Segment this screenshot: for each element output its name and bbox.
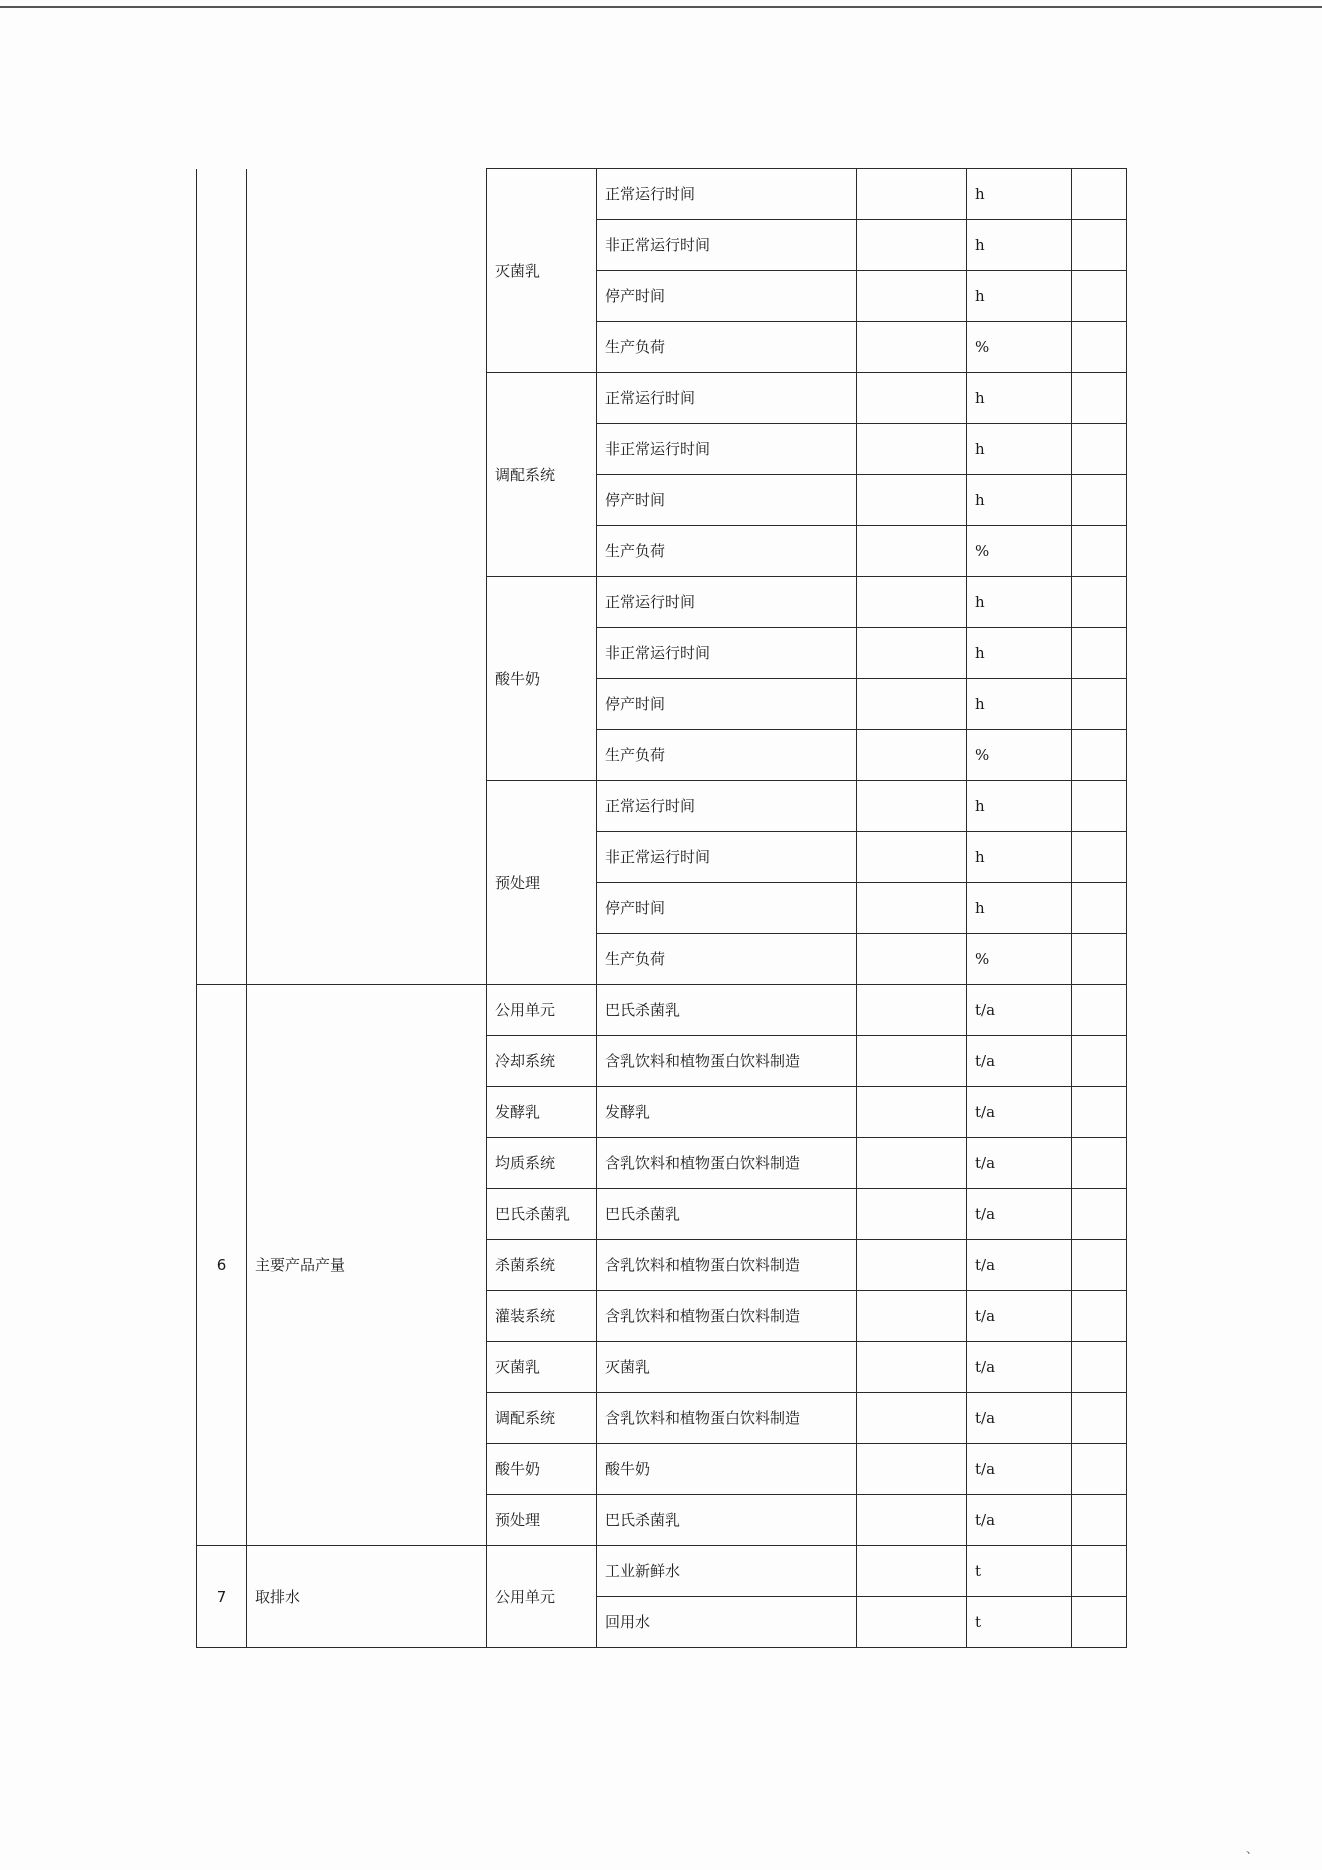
remark-cell (1072, 883, 1127, 934)
indicator-cell: 回用水 (597, 1597, 857, 1648)
product-cell: 发酵乳 (597, 1087, 857, 1138)
value-cell (857, 1597, 967, 1648)
indicator-cell: 生产负荷 (597, 322, 857, 373)
remark-cell (1072, 373, 1127, 424)
table-row (197, 169, 1127, 220)
remark-cell (1072, 220, 1127, 271)
indicator-cell: 停产时间 (597, 271, 857, 322)
remark-cell (1072, 1087, 1127, 1138)
remark-cell (1072, 1546, 1127, 1597)
page-mark: 、 (1246, 1842, 1259, 1856)
value-cell (857, 220, 967, 271)
remark-cell (1072, 169, 1127, 220)
measure-unit-cell: t/a (967, 1138, 1072, 1189)
measure-unit-cell: h (967, 781, 1072, 832)
indicator-cell: 正常运行时间 (597, 577, 857, 628)
remark-cell (1072, 781, 1127, 832)
unit-cell: 冷却系统 (487, 1036, 597, 1087)
measure-unit-cell: % (967, 322, 1072, 373)
value-cell (857, 1087, 967, 1138)
product-cell: 巴氏杀菌乳 (597, 1189, 857, 1240)
remark-cell (1072, 1036, 1127, 1087)
value-cell (857, 934, 967, 985)
value-cell (857, 475, 967, 526)
indicator-cell: 非正常运行时间 (597, 832, 857, 883)
remark-cell (1072, 1240, 1127, 1291)
unit-cell: 酸牛奶 (487, 577, 597, 781)
value-cell (857, 424, 967, 475)
measure-unit-cell: h (967, 373, 1072, 424)
indicator-cell: 生产负荷 (597, 934, 857, 985)
measure-unit-cell: t/a (967, 1240, 1072, 1291)
row-number-cell: 6 (197, 985, 247, 1546)
value-cell (857, 322, 967, 373)
measure-unit-cell: t/a (967, 1291, 1072, 1342)
remark-cell (1072, 1138, 1127, 1189)
measure-unit-cell: t/a (967, 1495, 1072, 1546)
measure-unit-cell: h (967, 679, 1072, 730)
value-cell (857, 373, 967, 424)
measure-unit-cell: h (967, 577, 1072, 628)
item-cell (247, 169, 487, 985)
remark-cell (1072, 322, 1127, 373)
measure-unit-cell: h (967, 475, 1072, 526)
value-cell (857, 271, 967, 322)
remark-cell (1072, 1291, 1127, 1342)
row-number-cell (197, 169, 247, 985)
product-cell: 巴氏杀菌乳 (597, 985, 857, 1036)
unit-cell: 公用单元 (487, 1546, 597, 1648)
remark-cell (1072, 730, 1127, 781)
measure-unit-cell: t/a (967, 985, 1072, 1036)
value-cell (857, 169, 967, 220)
measure-unit-cell: h (967, 832, 1072, 883)
measure-unit-cell: t/a (967, 1087, 1072, 1138)
value-cell (857, 1240, 967, 1291)
value-cell (857, 1546, 967, 1597)
measure-unit-cell: h (967, 424, 1072, 475)
row-number-cell: 7 (197, 1546, 247, 1648)
measure-unit-cell: t/a (967, 1393, 1072, 1444)
unit-cell: 公用单元 (487, 985, 597, 1036)
measure-unit-cell: h (967, 628, 1072, 679)
remark-cell (1072, 628, 1127, 679)
measure-unit-cell: h (967, 220, 1072, 271)
measure-unit-cell: h (967, 169, 1072, 220)
measure-unit-cell: % (967, 526, 1072, 577)
unit-cell: 灭菌乳 (487, 1342, 597, 1393)
indicator-cell: 工业新鲜水 (597, 1546, 857, 1597)
measure-unit-cell: % (967, 730, 1072, 781)
indicator-cell: 停产时间 (597, 475, 857, 526)
value-cell (857, 1189, 967, 1240)
remark-cell (1072, 424, 1127, 475)
remark-cell (1072, 1444, 1127, 1495)
remark-cell (1072, 526, 1127, 577)
value-cell (857, 1393, 967, 1444)
value-cell (857, 832, 967, 883)
remark-cell (1072, 934, 1127, 985)
unit-cell: 预处理 (487, 781, 597, 985)
table-row (197, 1546, 1127, 1597)
value-cell (857, 1138, 967, 1189)
measure-unit-cell: t/a (967, 1342, 1072, 1393)
value-cell (857, 526, 967, 577)
page-top-rule (0, 6, 1322, 8)
table-row (197, 985, 1127, 1036)
indicator-cell: 停产时间 (597, 679, 857, 730)
measure-unit-cell: h (967, 883, 1072, 934)
indicator-cell: 正常运行时间 (597, 373, 857, 424)
value-cell (857, 1342, 967, 1393)
indicator-cell: 生产负荷 (597, 730, 857, 781)
remark-cell (1072, 1393, 1127, 1444)
report-table (196, 168, 1127, 1648)
value-cell (857, 730, 967, 781)
unit-cell: 巴氏杀菌乳 (487, 1189, 597, 1240)
value-cell (857, 1036, 967, 1087)
measure-unit-cell: t/a (967, 1444, 1072, 1495)
unit-cell: 均质系统 (487, 1138, 597, 1189)
product-cell: 含乳饮料和植物蛋白饮料制造 (597, 1393, 857, 1444)
value-cell (857, 1291, 967, 1342)
value-cell (857, 985, 967, 1036)
unit-cell: 杀菌系统 (487, 1240, 597, 1291)
measure-unit-cell: % (967, 934, 1072, 985)
unit-cell: 灭菌乳 (487, 169, 597, 373)
indicator-cell: 非正常运行时间 (597, 220, 857, 271)
indicator-cell: 正常运行时间 (597, 169, 857, 220)
unit-cell: 预处理 (487, 1495, 597, 1546)
indicator-cell: 非正常运行时间 (597, 424, 857, 475)
item-cell: 取排水 (247, 1546, 487, 1648)
remark-cell (1072, 1342, 1127, 1393)
remark-cell (1072, 832, 1127, 883)
value-cell (857, 883, 967, 934)
indicator-cell: 正常运行时间 (597, 781, 857, 832)
remark-cell (1072, 475, 1127, 526)
remark-cell (1072, 679, 1127, 730)
remark-cell (1072, 577, 1127, 628)
unit-cell: 调配系统 (487, 373, 597, 577)
product-cell: 含乳饮料和植物蛋白饮料制造 (597, 1240, 857, 1291)
unit-cell: 灌装系统 (487, 1291, 597, 1342)
value-cell (857, 679, 967, 730)
report-table-body (197, 169, 1127, 1648)
remark-cell (1072, 1495, 1127, 1546)
unit-cell: 发酵乳 (487, 1087, 597, 1138)
unit-cell: 酸牛奶 (487, 1444, 597, 1495)
remark-cell (1072, 1597, 1127, 1648)
product-cell: 酸牛奶 (597, 1444, 857, 1495)
value-cell (857, 781, 967, 832)
item-cell: 主要产品产量 (247, 985, 487, 1546)
product-cell: 含乳饮料和植物蛋白饮料制造 (597, 1036, 857, 1087)
remark-cell (1072, 985, 1127, 1036)
measure-unit-cell: t (967, 1546, 1072, 1597)
remark-cell (1072, 1189, 1127, 1240)
remark-cell (1072, 271, 1127, 322)
value-cell (857, 1495, 967, 1546)
value-cell (857, 1444, 967, 1495)
measure-unit-cell: h (967, 271, 1072, 322)
indicator-cell: 生产负荷 (597, 526, 857, 577)
indicator-cell: 停产时间 (597, 883, 857, 934)
measure-unit-cell: t (967, 1597, 1072, 1648)
product-cell: 灭菌乳 (597, 1342, 857, 1393)
product-cell: 含乳饮料和植物蛋白饮料制造 (597, 1291, 857, 1342)
value-cell (857, 628, 967, 679)
indicator-cell: 非正常运行时间 (597, 628, 857, 679)
unit-cell: 调配系统 (487, 1393, 597, 1444)
measure-unit-cell: t/a (967, 1036, 1072, 1087)
measure-unit-cell: t/a (967, 1189, 1072, 1240)
value-cell (857, 577, 967, 628)
product-cell: 巴氏杀菌乳 (597, 1495, 857, 1546)
product-cell: 含乳饮料和植物蛋白饮料制造 (597, 1138, 857, 1189)
